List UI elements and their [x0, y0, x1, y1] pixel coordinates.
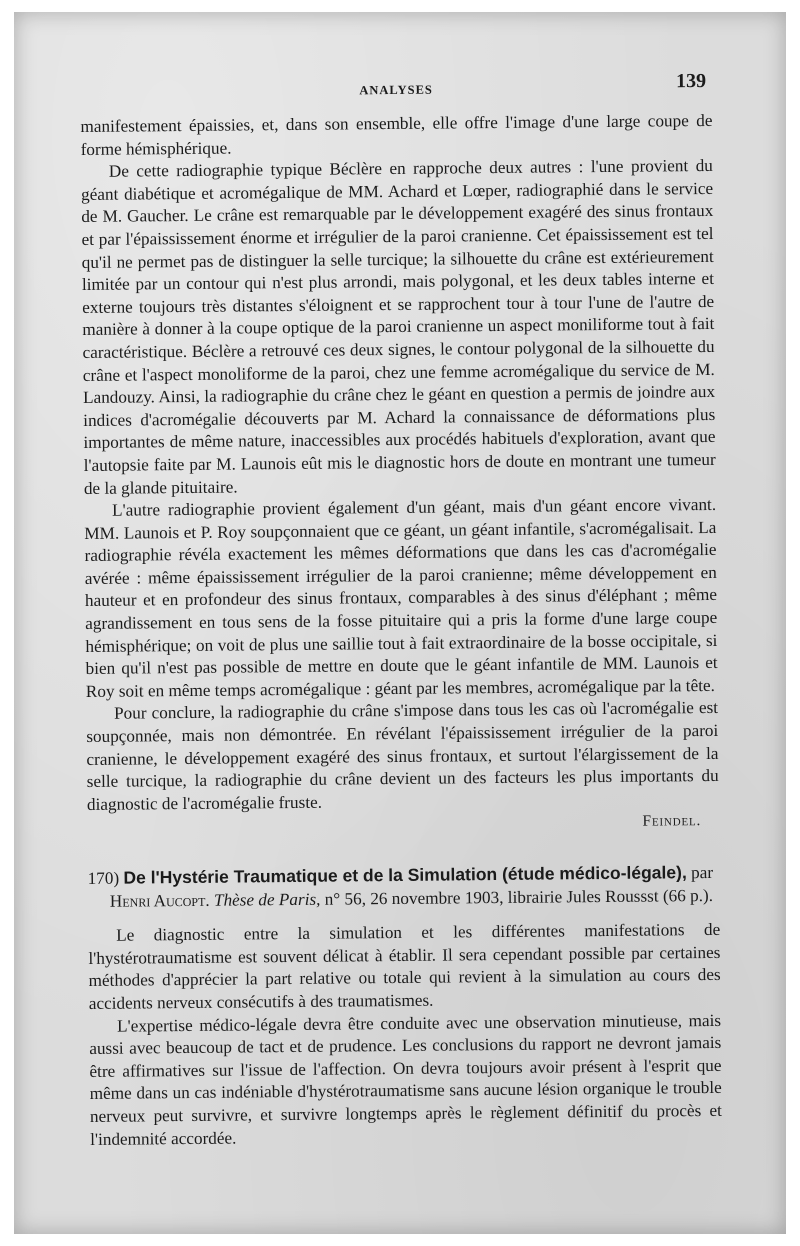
- page-body: [80, 69, 722, 1162]
- entry-source: Thèse de Paris,: [213, 889, 321, 910]
- scanned-page: [14, 12, 786, 1234]
- entry-title: De l'Hystérie Traumatique et de la Simulation (étude médico-légale),: [123, 862, 687, 888]
- paragraph-conclusion: Pour conclure, la radiographie du crâne s'impose dans tous les cas où l'acromégalie est soupçonnée, mais non démontrée. En révélant l'épaississement irrégulier de la paroi cranienne, le développement exagéré des sinus frontaux, et surtout l'élargissement de la selle turcique, la radiographie du crâne devient un des facteurs les plus importants du diagnostic de l'acromégalie fruste.: [86, 698, 719, 814]
- entry-details: n° 56, 26 novembre 1903, librairie Jules Roussst (66 p.).: [324, 885, 714, 909]
- entry-by: par: [690, 862, 714, 883]
- entry-number: 170): [87, 868, 120, 888]
- paragraph-second-giant: L'autre radiographie provient également d'un géant, mais d'un géant encore vivant. MM. Launois et P. Roy soupçonnaient que ce géant, un géant infantile, s'acromégalisait. La radiographie révéla exactement les mêmes déformations que dans les cas d'acromégalie avérée : même épaississement irrégulier de la paroi cranienne; même développement en hauteur et en profondeur des sinus frontaux, comparables à des sinus d'éléphant ; même agrandissement en tous sens de la fosse pituitaire qui a pris la forme d'une large coupe hémisphérique; on voit de plus une saillie tout à fait extraordinaire de la bosse occipitale, si bien qu'il n'est pas possible de mettre en doute que le géant infantile de MM. Launois et Roy soit en même temps acromégalique : géant par les membres, acromégalique par la tête.: [84, 495, 718, 701]
- paragraph-diagnosis: Le diagnostic entre la simulation et les différentes manifestations de l'hystérotraumatisme est souvent délicat à établir. Il sera cependant possible par certaines méthodes d'apprécier la part relative ou totale qui revient à la simulation au cours des accidents nerveux consécutifs à des traumatismes.: [88, 920, 721, 1013]
- running-title: ANALYSES: [359, 82, 433, 98]
- signature: Feindel.: [642, 812, 702, 831]
- running-header: [80, 69, 712, 116]
- entry-author: Henri Aucopt.: [109, 890, 210, 911]
- entry-heading: [88, 861, 720, 913]
- page-number: 139: [675, 69, 707, 93]
- paragraph-expertise: L'expertise médico-légale devra être conduite avec une observation minutieuse, mais aussi avec beaucoup de tact et de prudence. Les conclusions du rapport ne devront jamais être affirmatives sur l'issue de l'affection. On devra toujours avoir présent à l'esprit que même dans un cas indéniable d'hystérotraumatisme sans aucune lésion organique le trouble nerveux peut survivre, et survivre longtemps après le règlement définitif du procès et l'indemnité accordée.: [89, 1010, 722, 1149]
- paragraph-beclere: De cette radiographie typique Béclère en rapproche deux autres : l'une provient du géant diabétique et acromégalique de MM. Achard et Lœper, radiographié dans le service de M. Gaucher. Le crâne est remarquable par le développement exagéré des sinus frontaux et par l'épaississement énorme et irrégulier de la paroi cranienne. Cet épaississement est tel qu'il ne permet pas de distinguer la selle turcique; la silhouette du crâne est extérieurement limitée par un contour qui n'est plus arrondi, mais polygonal, et les deux tables interne et externe toujours très distantes s'éloignent et se rapprochent tour à tour l'une de l'autre de manière à donner à la coupe optique de la paroi cranienne un aspect moniliforme tout à fait caractéristique. Béclère a retrouvé ces deux signes, le contour polygonal de la silhouette du crâne et l'aspect monoliforme de la paroi, chez une femme acromégalique du service de M. Landouzy. Ainsi, la radiographie du crâne chez le géant en question a permis de joindre aux indices d'acromégalie découverts par M. Achard la connaissance de déformations plus importantes de même nature, inaccessibles aux procédés habituels d'exploration, avant que l'autopsie faite par M. Launois eût mis le diagnostic hors de doute en montrant une tumeur de la glande pituitaire.: [80, 156, 716, 498]
- paragraph-continuation: manifestement épaissies, et, dans son ensemble, elle offre l'image d'une large coupe de forme hémisphérique.: [80, 110, 713, 159]
